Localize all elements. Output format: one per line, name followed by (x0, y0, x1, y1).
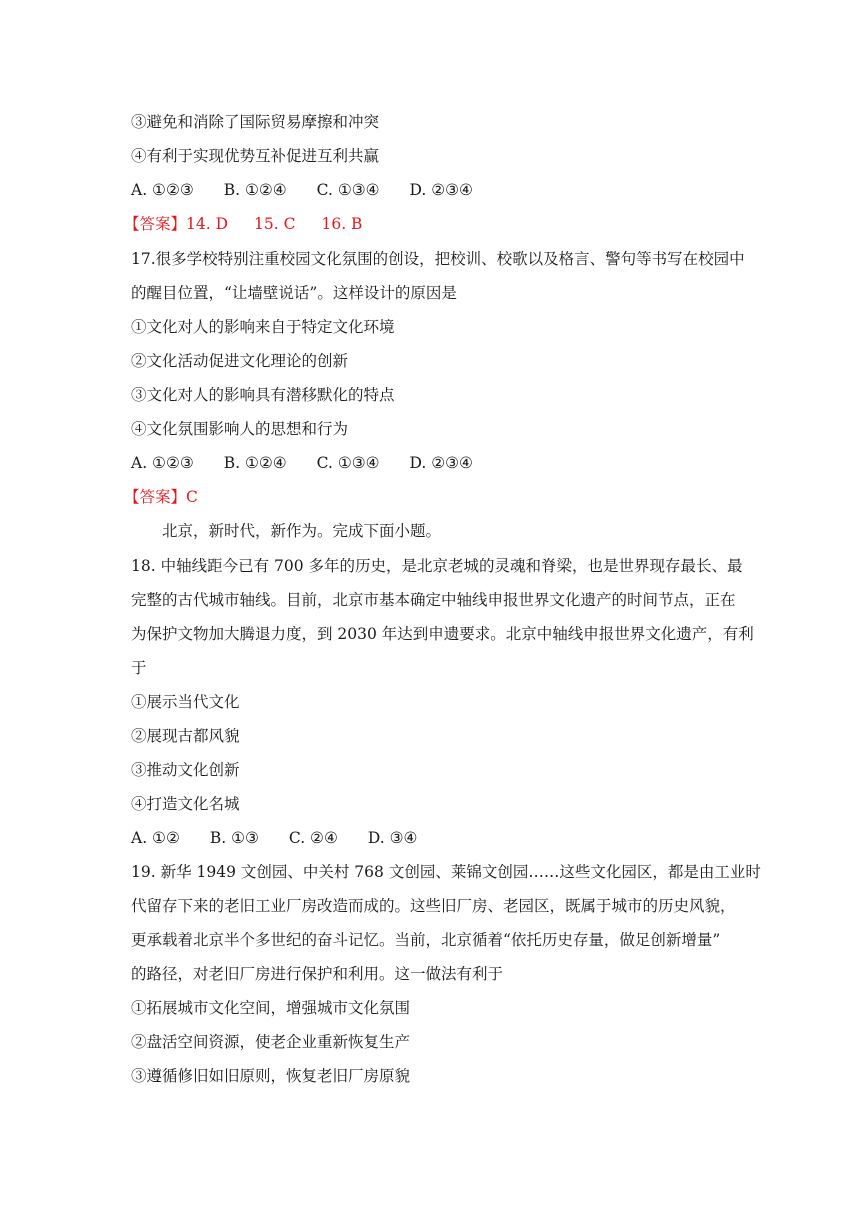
answer-15: 15. C (254, 215, 296, 233)
q18-choices (131, 828, 741, 848)
answer-14-16 (124, 214, 734, 234)
q17-option-4: ④文化氛围影响人的思想和行为 (131, 420, 349, 438)
answer-value: C (186, 488, 198, 506)
q18-option-2: ②展现古都风貌 (131, 727, 240, 745)
q16-option-3: ③避免和消除了国际贸易摩擦和冲突 (131, 113, 380, 131)
choice-d: D. ②③④ (409, 181, 473, 199)
q19-option-2: ②盘活空间资源，使老企业重新恢复生产 (131, 1033, 411, 1051)
answer-label: 【答案】 (124, 215, 187, 233)
q16-option-4: ④有利于实现优势互补促进互利共赢 (131, 147, 380, 165)
q18-option-1: ①展示当代文化 (131, 693, 240, 711)
choice-a: A. ①②③ (131, 181, 194, 199)
q17-option-2: ②文化活动促进文化理论的创新 (131, 352, 349, 370)
choice-c: C. ①③④ (316, 181, 380, 199)
choice-c: C. ①③④ (316, 454, 380, 472)
q18-option-3: ③推动文化创新 (131, 761, 240, 779)
choice-d: D. ②③④ (409, 454, 473, 472)
choice-a: A. ①② (131, 829, 180, 847)
q18-stem-line-4: 于 (131, 659, 147, 677)
q19-stem-line-1: 19. 新华 1949 文创园、中关村 768 文创园、莱锦文创园……这些文化园区，都是由工业时 (131, 863, 761, 881)
q19-stem-line-4: 的路径，对老旧厂房进行保护和利用。这一做法有利于 (131, 965, 504, 983)
q17-option-3: ③文化对人的影响具有潜移默化的特点 (131, 386, 395, 404)
q18-option-4: ④打造文化名城 (131, 795, 240, 813)
answer-16: 16. B (321, 215, 363, 233)
choice-d: D. ③④ (367, 829, 418, 847)
q17-choices (131, 453, 741, 473)
choice-c: C. ②④ (288, 829, 338, 847)
choice-b: B. ①③ (209, 829, 259, 847)
q17-stem-line-1: 17.很多学校特别注重校园文化氛围的创设，把校训、校歌以及格言、警句等书写在校园中 (131, 250, 745, 268)
section-intro: 北京，新时代，新作为。完成下面小题。 (162, 522, 442, 540)
q19-stem-line-3: 更承载着北京半个多世纪的奋斗记忆。当前，北京循着“依托历史存量，做足创新增量” (131, 931, 721, 949)
answer-14: 14. D (186, 215, 229, 233)
q17-stem-line-2: 的醒目位置，“让墙壁说话”。这样设计的原因是 (131, 284, 457, 302)
q18-stem-line-3: 为保护文物加大腾退力度，到 2030 年达到申遗要求。北京中轴线申报世界文化遗产，有利 (131, 625, 754, 643)
choice-a: A. ①②③ (131, 454, 194, 472)
answer-label: 【答案】 (124, 488, 187, 506)
answer-17 (124, 487, 734, 507)
q19-option-3: ③遵循修旧如旧原则，恢复老旧厂房原貌 (131, 1067, 411, 1085)
q18-stem-line-1: 18. 中轴线距今已有 700 多年的历史，是北京老城的灵魂和脊梁，也是世界现存最长、最 (131, 557, 743, 575)
choice-b: B. ①②④ (223, 454, 287, 472)
q17-option-1: ①文化对人的影响来自于特定文化环境 (131, 318, 395, 336)
q16-choices (131, 180, 741, 200)
choice-b: B. ①②④ (223, 181, 287, 199)
q18-stem-line-2: 完整的古代城市轴线。目前，北京市基本确定中轴线申报世界文化遗产的时间节点，正在 (131, 591, 736, 609)
q19-option-1: ①拓展城市文化空间，增强城市文化氛围 (131, 999, 411, 1017)
q19-stem-line-2: 代留存下来的老旧工业厂房改造而成的。这些旧厂房、老园区，既属于城市的历史风貌， (131, 897, 736, 915)
